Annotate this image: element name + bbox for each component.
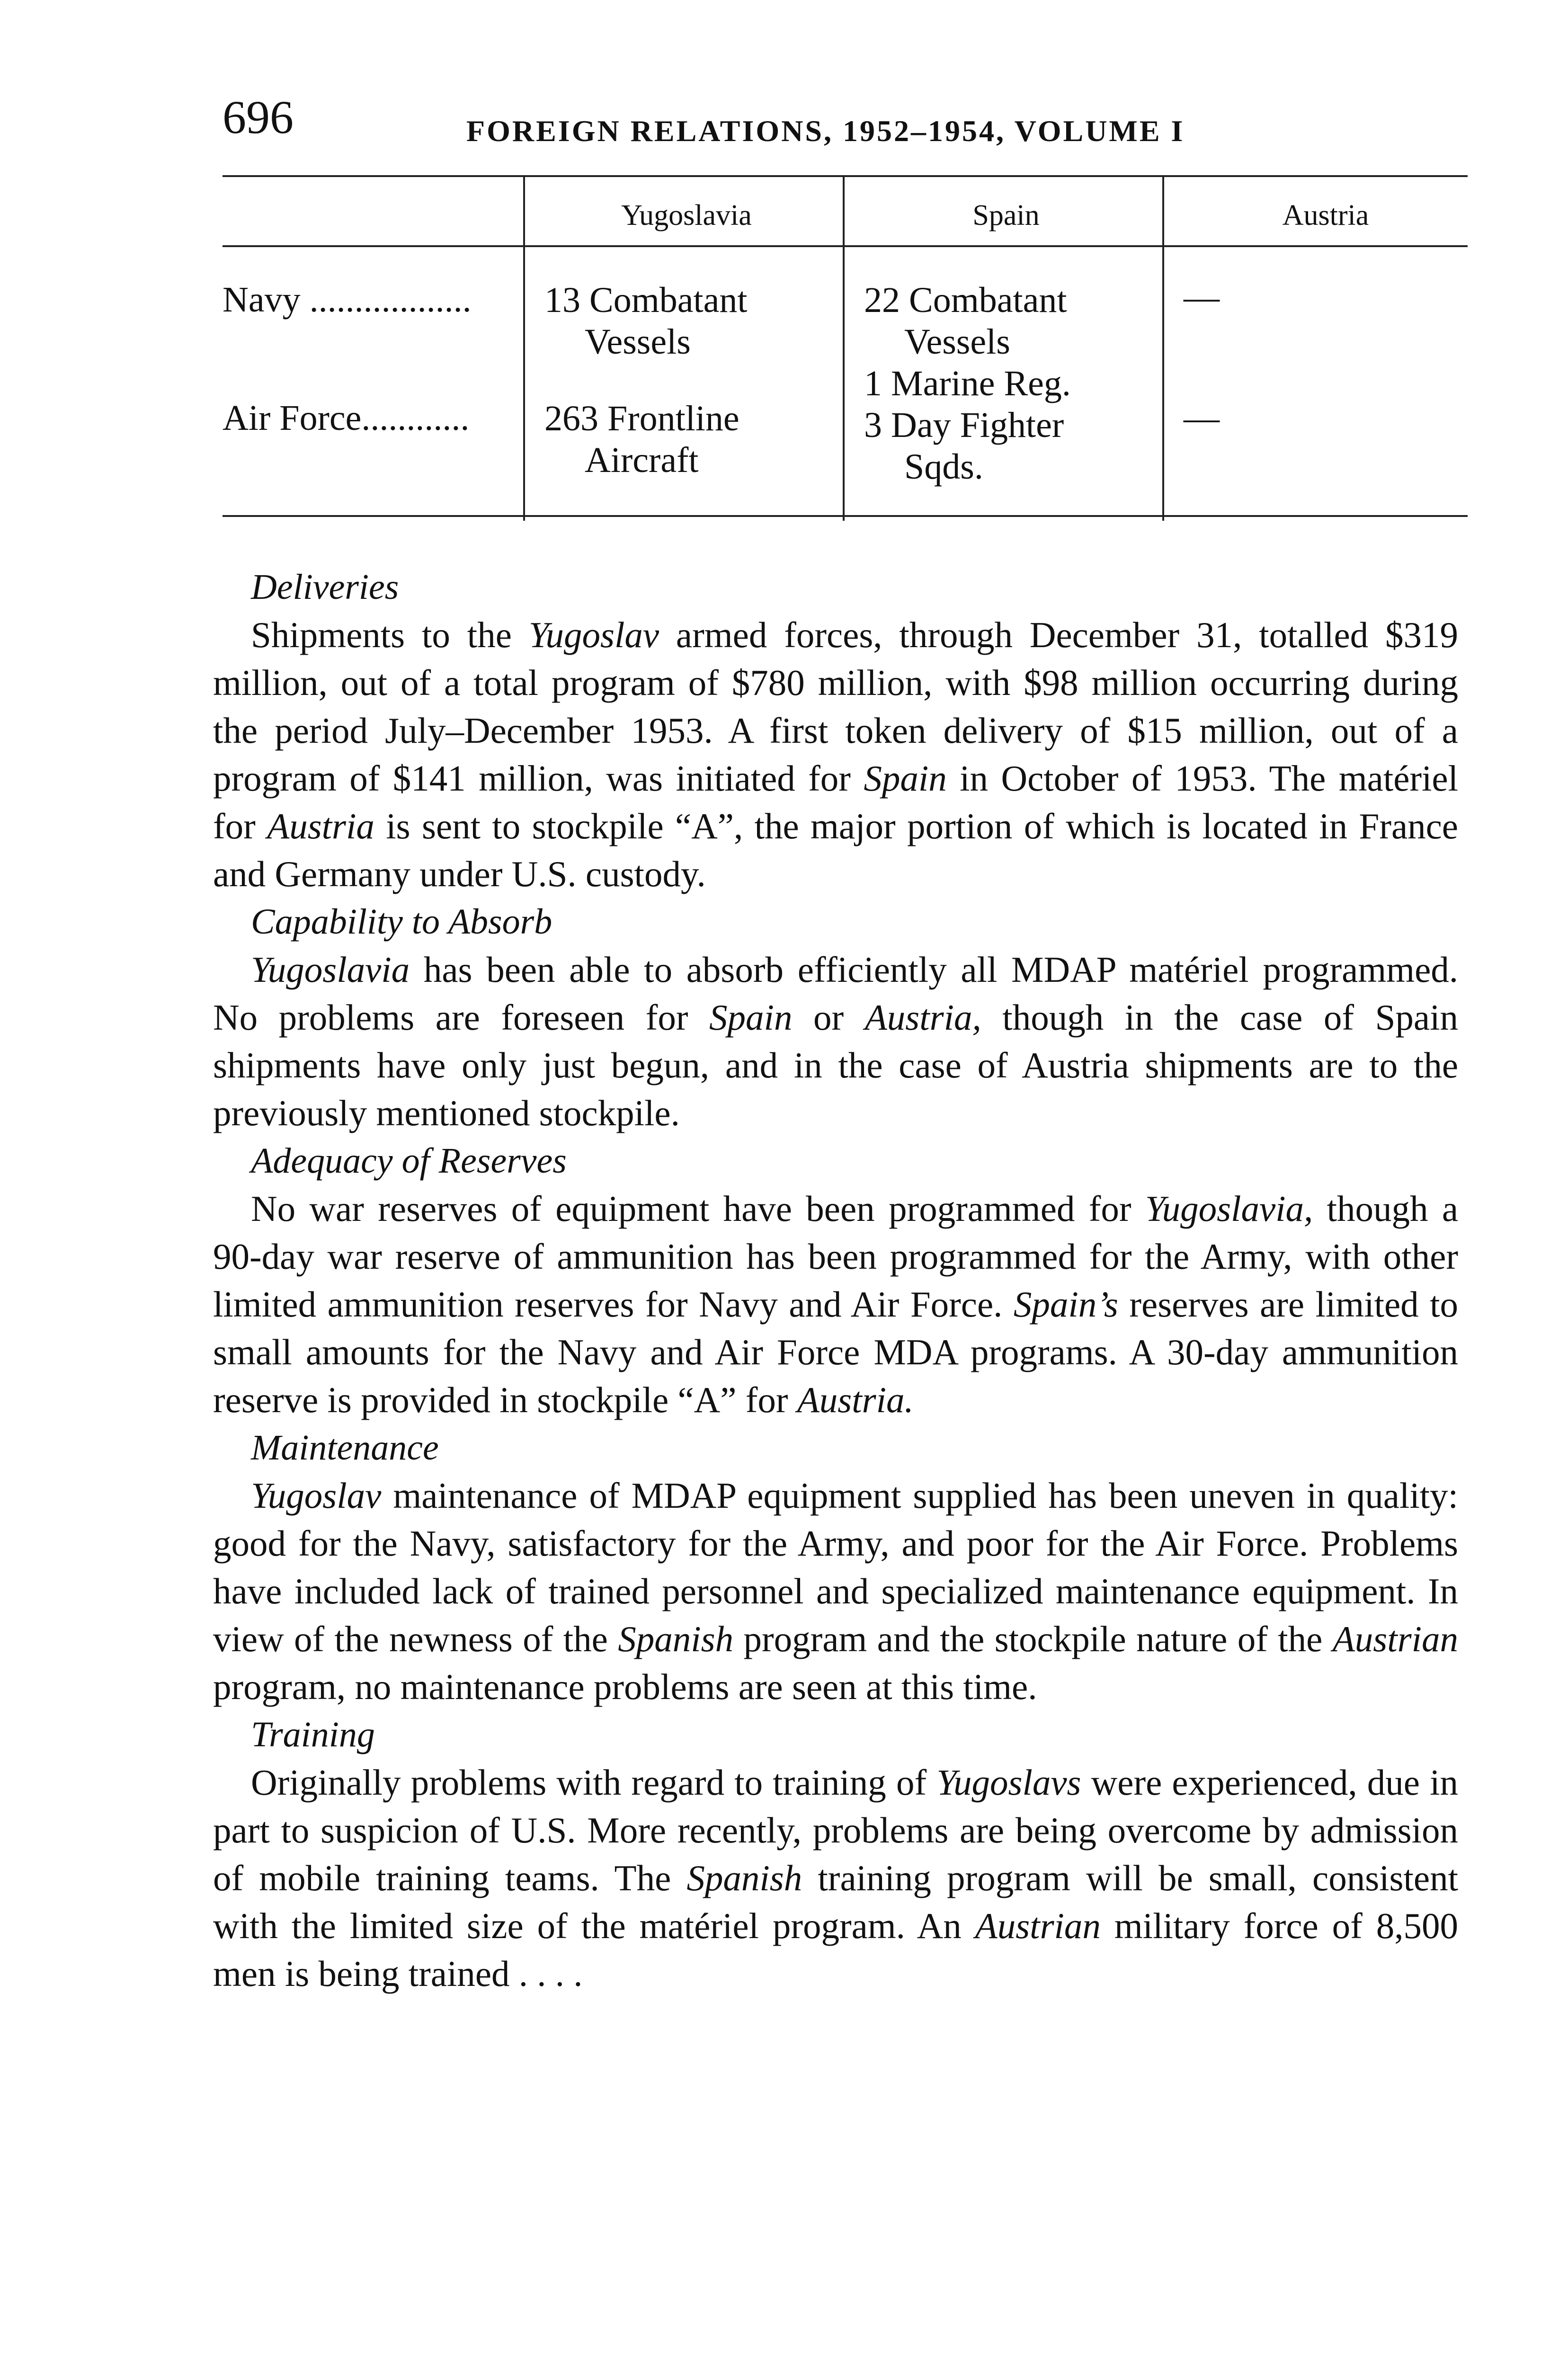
table-divider bbox=[523, 175, 525, 521]
emphasis: Yugoslavia, bbox=[1145, 1188, 1313, 1229]
emphasis: Spain’s bbox=[1013, 1284, 1118, 1325]
cell-line: 22 Combatant bbox=[864, 280, 1067, 320]
running-title: FOREIGN RELATIONS, 1952–1954, VOLUME I bbox=[466, 114, 1185, 148]
emphasis: Yugoslav bbox=[251, 1475, 382, 1516]
table-bottom-rule bbox=[223, 515, 1468, 517]
cell-line: Vessels bbox=[904, 322, 1010, 362]
text-run: reserves are limited to small amounts for the Navy and Air Force MDA programs. A 30-day ammunition reserve is provided in stockpile “A” for bbox=[213, 1284, 1458, 1420]
cell-line: 3 Day Fighter bbox=[864, 405, 1064, 445]
body-text bbox=[213, 563, 1458, 1998]
paragraph-capability bbox=[213, 946, 1458, 1137]
cell-air-force-yugoslavia bbox=[544, 398, 838, 481]
running-head bbox=[223, 85, 1463, 151]
section-heading-reserves: Adequacy of Reserves bbox=[251, 1141, 567, 1181]
cell-line: 263 Frontline bbox=[544, 399, 739, 438]
page-number: 696 bbox=[223, 91, 294, 143]
cell-line: Aircraft bbox=[585, 440, 699, 480]
cell-navy-yugoslavia bbox=[544, 279, 838, 363]
emphasis: Austria. bbox=[797, 1379, 914, 1420]
paragraph-maintenance bbox=[213, 1472, 1458, 1711]
text-run: were experienced, due in part to suspicion of U.S. More recently, problems are being overcome by admission of mobile training teams. The bbox=[213, 1762, 1458, 1898]
table-header-rule bbox=[223, 245, 1468, 247]
column-header-yugoslavia: Yugoslavia bbox=[621, 199, 752, 231]
cell-air-force-austria: — bbox=[1184, 398, 1220, 438]
emphasis: Yugoslavs bbox=[936, 1762, 1081, 1803]
cell-navy-austria: — bbox=[1184, 277, 1220, 317]
column-header-spain: Spain bbox=[972, 199, 1040, 231]
row-label-air-force: Air Force............ bbox=[223, 398, 470, 438]
emphasis: Austria bbox=[267, 806, 374, 846]
text-run: military force of 8,500 men is being trained . . . . bbox=[213, 1905, 1458, 1994]
emphasis: Yugoslavia bbox=[251, 949, 410, 990]
emphasis: Spain bbox=[709, 997, 793, 1038]
section-heading-capability: Capability to Absorb bbox=[251, 902, 552, 942]
cell-air-force-spain bbox=[864, 404, 1158, 488]
emphasis: Spanish bbox=[618, 1619, 734, 1659]
cell-line: 1 Marine Reg. bbox=[864, 364, 1071, 403]
text-run: though in the case of Spain shipments have only just begun, and in the case of Austria shipments are to the previously mentioned stockpile. bbox=[213, 997, 1458, 1133]
cell-line: Vessels bbox=[585, 322, 691, 362]
text-run: program, no maintenance problems are seen at this time. bbox=[213, 1666, 1037, 1707]
text-run: though a 90-day war reserve of ammunition has been programmed for the Army, with other limited ammunition reserves for Navy and Air Force. bbox=[213, 1188, 1458, 1325]
cell-line: 13 Combatant bbox=[544, 280, 748, 320]
forces-table bbox=[223, 175, 1468, 535]
cell-line: Sqds. bbox=[904, 447, 983, 487]
text-run: training program will be small, consistent with the limited size of the matériel program. An bbox=[213, 1858, 1458, 1946]
column-header-austria: Austria bbox=[1282, 199, 1369, 231]
cell-navy-spain bbox=[864, 279, 1158, 404]
paragraph-training bbox=[213, 1759, 1458, 1998]
section-heading-training: Training bbox=[251, 1715, 375, 1754]
emphasis: Yugoslav bbox=[528, 614, 659, 655]
paragraph-reserves bbox=[213, 1185, 1458, 1424]
paragraph-deliveries bbox=[213, 611, 1458, 898]
text-run: No war reserves of equipment have been programmed for bbox=[251, 1188, 1145, 1229]
text-run: is sent to stockpile “A”, the major portion of which is located in France and Germany under U.S. custody. bbox=[213, 806, 1458, 894]
text-run: maintenance of MDAP equipment supplied has been uneven in quality: good for the Navy, satisfactory for the Army, and poor for the Air Force. Problems have included lack of trained personnel and specialized maintenance equipment. In view of the newness of the bbox=[213, 1475, 1458, 1659]
text-run: in October of 1953. The matériel for bbox=[213, 758, 1459, 846]
emphasis: Spain bbox=[864, 758, 947, 799]
table-top-rule bbox=[223, 175, 1468, 177]
text-run: has been able to absorb efficiently all MDAP matériel programmed. No problems are foreseen for bbox=[213, 949, 1458, 1038]
section-heading-maintenance: Maintenance bbox=[251, 1428, 439, 1468]
row-label-navy: Navy .................. bbox=[223, 280, 472, 320]
emphasis: Spanish bbox=[686, 1858, 802, 1898]
emphasis: Austrian bbox=[1332, 1619, 1458, 1659]
emphasis: Austrian bbox=[975, 1905, 1101, 1946]
text-run: Originally problems with regard to training of bbox=[251, 1762, 937, 1803]
text-run: armed forces, through December 31, totalled $319 million, out of a total program of $780 million, with $98 million occurring during the period July–December 1953. A first token delivery of $15 million, out of a program of $141 million, was initiated for bbox=[213, 614, 1458, 799]
text-run: Shipments to the bbox=[251, 614, 529, 655]
text-run: or bbox=[792, 997, 865, 1038]
section-heading-deliveries: Deliveries bbox=[251, 567, 399, 607]
emphasis: Austria, bbox=[864, 997, 981, 1038]
text-run: program and the stockpile nature of the bbox=[733, 1619, 1333, 1659]
